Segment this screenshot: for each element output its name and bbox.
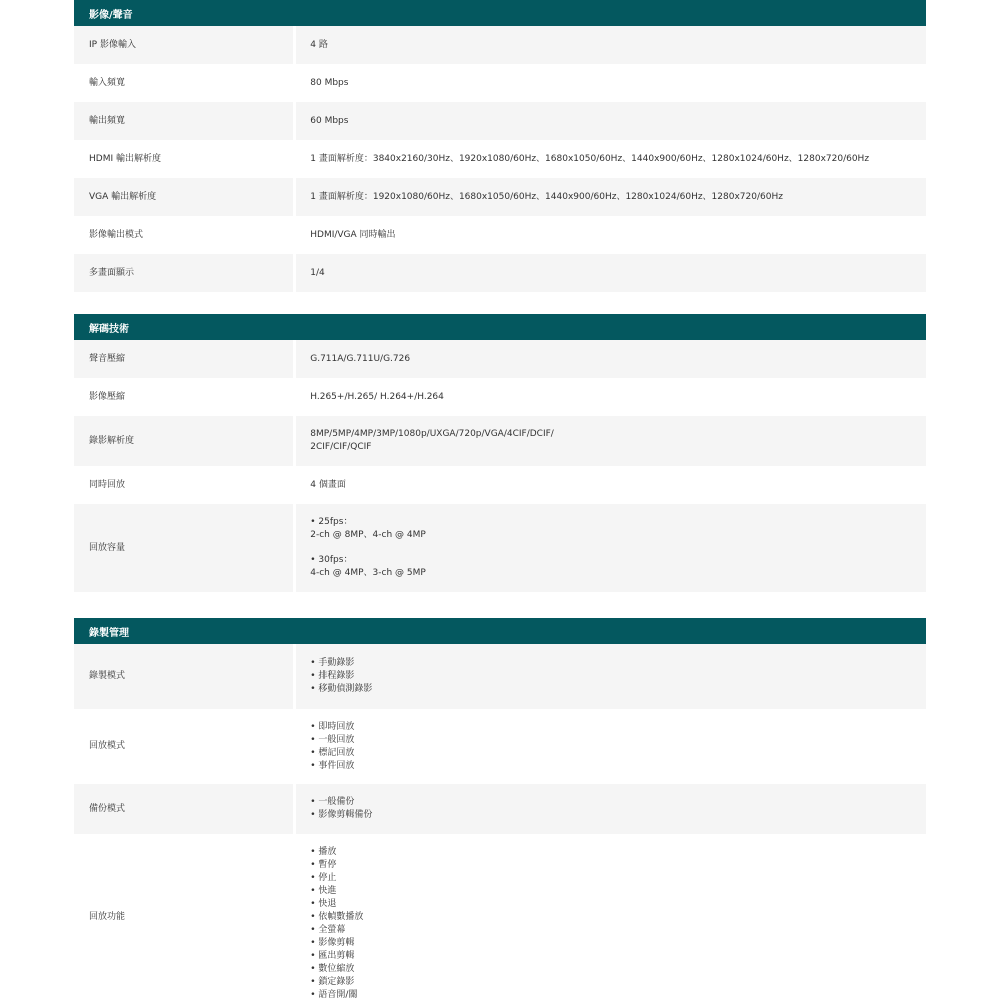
spec-row	[74, 140, 926, 178]
spec-label: 錄製模式	[74, 644, 293, 709]
spec-value-line: 1 畫面解析度：1920x1080/60Hz、1680x1050/60Hz、1440x900/60Hz、1280x1024/60Hz、1280x720/60Hz	[310, 191, 783, 202]
spec-value	[296, 644, 926, 709]
spec-value-line: • 暫停	[310, 860, 337, 870]
spec-value-line: G.711A/G.711U/G.726	[310, 353, 411, 364]
spec-value	[296, 216, 926, 254]
spec-value-line: 8MP/5MP/4MP/3MP/1080p/UXGA/720p/VGA/4CIF/DCIF/	[310, 429, 554, 439]
section-decoding	[74, 314, 926, 592]
spec-value-gap	[310, 542, 926, 554]
spec-value-line: • 25fps：	[310, 517, 353, 527]
spec-row	[74, 416, 926, 466]
spec-label: 回放功能	[89, 911, 126, 922]
section-header: 解碼技術	[74, 314, 926, 340]
spec-label: 錄影解析度	[74, 416, 293, 466]
spec-value	[296, 340, 926, 378]
section-header: 影像/聲音	[74, 0, 926, 26]
spec-value	[296, 26, 926, 64]
spec-value-line: • 快退	[310, 899, 337, 909]
spec-row	[74, 64, 926, 102]
spec-value-line: • 數位縮放	[310, 964, 355, 974]
spec-row	[74, 178, 926, 216]
section-video-audio	[74, 0, 926, 292]
section-header: 錄製管理	[74, 618, 926, 644]
spec-row	[74, 466, 926, 504]
spec-label: 多畫面顯示	[74, 254, 293, 292]
spec-value-line: • 依幀數播放	[310, 912, 364, 922]
spec-row	[74, 340, 926, 378]
spec-value	[296, 178, 926, 216]
spec-value	[296, 378, 926, 416]
spec-value-line: • 全螢幕	[310, 925, 346, 935]
spec-label: VGA 輸出解析度	[74, 178, 293, 216]
spec-value-line: 1 畫面解析度：3840x2160/30Hz、1920x1080/60Hz、1680x1050/60Hz、1440x900/60Hz、1280x1024/60Hz、1280x720/60Hz	[310, 153, 870, 164]
spec-value-line: • 即時回放	[310, 721, 355, 732]
spec-label: IP 影像輸入	[74, 26, 293, 64]
spec-row	[74, 216, 926, 254]
spec-row	[74, 784, 926, 834]
spec-value-line: • 30fps：	[310, 555, 353, 565]
spec-value-line: • 事件回放	[310, 760, 355, 771]
spec-value-line: • 一般備份	[310, 797, 355, 807]
spec-value-line: 2CIF/CIF/QCIF	[310, 442, 372, 452]
spec-value-line: 4-ch @ 4MP、3-ch @ 5MP	[310, 568, 426, 578]
spec-value-line: • 語音開/關	[310, 990, 358, 1000]
spec-label: HDMI 輸出解析度	[89, 153, 161, 164]
spec-value	[296, 254, 926, 292]
spec-value-line: 4 個畫面	[310, 479, 346, 490]
spec-value-line: • 影像剪輯備份	[310, 810, 373, 820]
spec-value	[296, 834, 926, 1000]
spec-value-line: • 一般回放	[310, 734, 355, 745]
spec-value-line: • 影像剪輯	[310, 938, 355, 948]
spec-value-line: HDMI/VGA 同時輸出	[310, 229, 396, 240]
spec-row	[74, 378, 926, 416]
spec-value-line: • 播放	[310, 847, 337, 857]
spec-value	[296, 102, 926, 140]
spec-label: 影像壓縮	[89, 391, 126, 402]
section-recording-management	[74, 618, 926, 1000]
spec-value	[296, 64, 926, 102]
spec-label: 輸入頻寬	[89, 77, 126, 88]
spec-value-line: 60 Mbps	[310, 115, 349, 126]
spec-value-line: H.265+/H.265/ H.264+/H.264	[310, 391, 444, 402]
spec-value-line: 1/4	[310, 267, 325, 278]
spec-value-line: • 標記回放	[310, 747, 355, 758]
spec-label: 輸出頻寬	[74, 102, 293, 140]
spec-value-line: • 停止	[310, 873, 337, 883]
spec-label: 回放模式	[89, 741, 126, 751]
spec-label: 回放容量	[74, 504, 293, 592]
spec-value-line: 4 路	[310, 39, 328, 50]
spec-row	[74, 26, 926, 64]
spec-row	[74, 504, 926, 592]
spec-value	[296, 504, 926, 592]
spec-value-line: • 快進	[310, 886, 337, 896]
spec-value-line: • 鎖定錄影	[310, 977, 355, 987]
spec-value-line: • 手動錄影	[310, 658, 355, 668]
spec-label: 備份模式	[74, 784, 293, 834]
spec-label: 聲音壓縮	[74, 340, 293, 378]
spec-value	[296, 466, 926, 504]
spec-row	[74, 709, 926, 784]
spec-value	[296, 140, 926, 178]
spec-value	[296, 784, 926, 834]
spec-value-line: • 匯出剪輯	[310, 951, 355, 961]
spec-value-line: 80 Mbps	[310, 77, 349, 88]
spec-row	[74, 254, 926, 292]
spec-label: 同時回放	[89, 479, 126, 490]
spec-label: 影像輸出模式	[89, 229, 144, 240]
spec-row	[74, 834, 926, 1000]
spec-value-line: • 排程錄影	[310, 671, 355, 681]
spec-value-line: 2-ch @ 8MP、4-ch @ 4MP	[310, 530, 426, 540]
spec-value-line: • 移動偵測錄影	[310, 684, 373, 694]
spec-value	[296, 416, 926, 466]
spec-value	[296, 709, 926, 784]
spec-row	[74, 102, 926, 140]
spec-row	[74, 644, 926, 709]
